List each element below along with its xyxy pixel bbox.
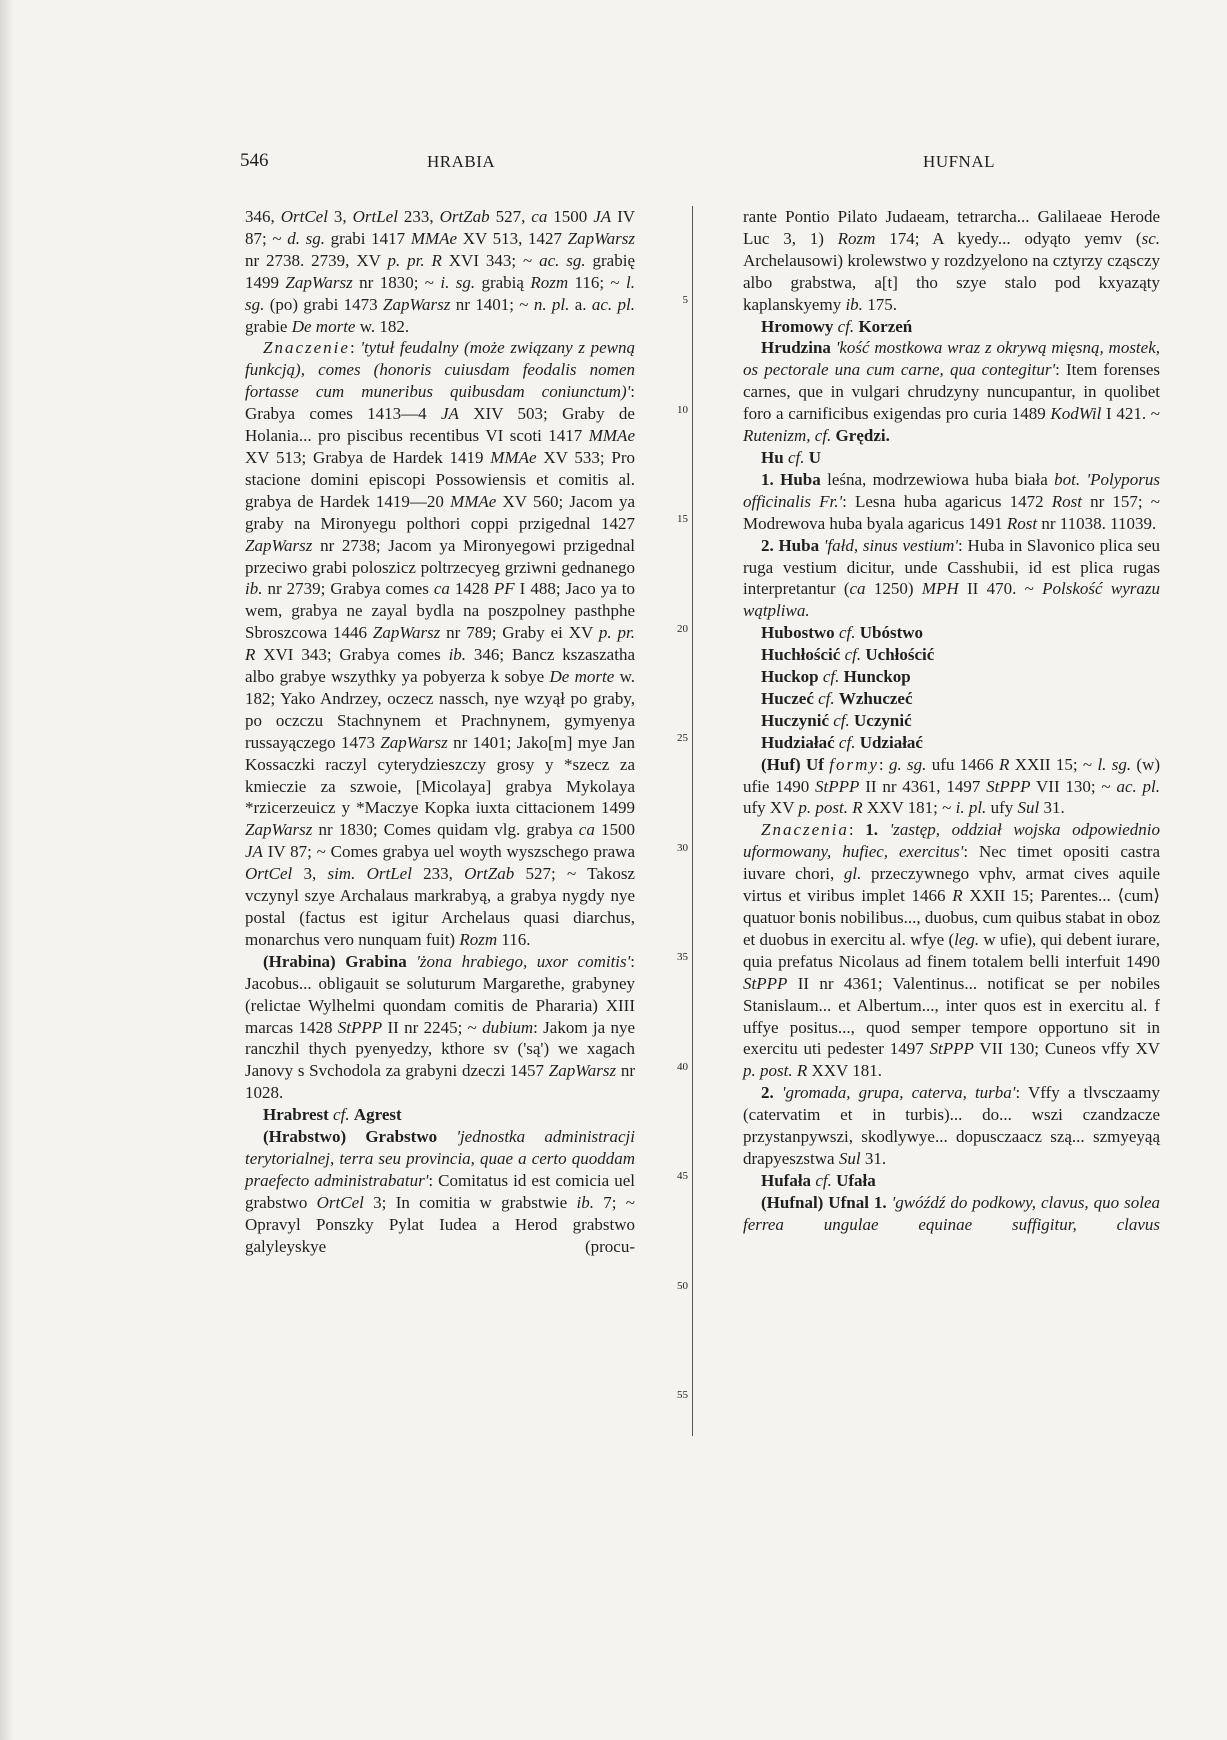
line-number-gutter bbox=[660, 206, 690, 1436]
line-number: 45 bbox=[677, 1170, 688, 1182]
entry-headword-line: Hu cf. U bbox=[761, 447, 821, 467]
line-number: 25 bbox=[677, 732, 688, 744]
line-number: 5 bbox=[682, 294, 688, 306]
entry-paragraph: (Hrabstwo) Grabstwo 'jednostka administracji terytorialnej, terra seu provincia, quae a certo quoddam praefecto administrabatur': Comitatus id est comicia uel grabstwo OrtCel 3; In comitia w grabstwie ib. 7; ~ Opravyl Ponszky Pylat Iudea a Herod grabstwo galyleyskye (procu- bbox=[245, 1127, 635, 1256]
page-number: 546 bbox=[240, 150, 269, 171]
column-divider-rule bbox=[692, 206, 693, 1436]
line-number: 15 bbox=[677, 513, 688, 525]
right-column bbox=[743, 206, 1160, 1236]
line-number: 50 bbox=[677, 1280, 688, 1292]
entry-headword-line: Hufała cf. Ufała bbox=[761, 1170, 876, 1190]
line-number: 30 bbox=[677, 842, 688, 854]
entry-headword-line: Huchłościć cf. Uchłościć bbox=[761, 645, 935, 665]
running-head-left: HRABIA bbox=[427, 152, 496, 171]
entry-paragraph: 2. Huba 'fałd, sinus vestium': Huba in Slavonico plica seu ruga vestium dicitur, unde Casshubii, id est plica rugas interpretantur (ca 1250) MPH II 470. ~ Polskość wyrazu wątpliwa. bbox=[743, 535, 1160, 621]
line-number: 10 bbox=[677, 404, 688, 416]
entry-headword-line: Hromowy cf. Korzeń bbox=[761, 316, 913, 336]
entry-headword-line: Huckop cf. Hunckop bbox=[761, 667, 911, 687]
left-column bbox=[245, 206, 635, 1258]
entry-paragraph: (Huf) Uf formy: g. sg. ufu 1466 R XXII 15; ~ l. sg. (w) ufie 1490 StPPP II nr 4361, 1497 StPPP VII 130; ~ ac. pl. ufy XV p. post. R XXV 181; ~ i. pl. ufy Sul 31. bbox=[743, 754, 1161, 818]
line-number: 20 bbox=[677, 623, 688, 635]
entry-paragraph: Hrudzina 'kość mostkowa wraz z okrywą mięsną, mostek, os pectorale una cum carne, qua contegitur': Item forenses carnes, que in vulgari chrudzyny nuncupantur, in quolibet foro a carnificibus exigendas pro curia 1489 KodWil I 421. ~ Rutenizm, cf. Grędzi. bbox=[743, 338, 1160, 446]
line-number: 55 bbox=[677, 1389, 688, 1401]
entry-paragraph: (Hrabina) Grabina 'żona hrabiego, uxor comitis': Jacobus... obligauit se soluturum Margarethe, grabyney (relictae Wylhelmi quondam comitis de Phararia) XIII marcas 1428 StPPP II nr 2245; ~ dubium: Jakom ja nye ranczhil thych pyenyedzy, kthore sv ('są') we xagach Janovy s Svchodola za grabyni dzeczi 1457 ZapWarsz nr 1028. bbox=[245, 951, 636, 1103]
entry-paragraph: 2. 'gromada, grupa, caterva, turba': Vffy a tlvsczaamy (catervatim et in turbis)... do... wszi czandzacze przystanpywszi, skodlywye... dopusczaacz szą... szmyeyąą drapyeszstwa Sul 31. bbox=[743, 1083, 1160, 1168]
entry-paragraph: Znaczenia: 1. 'zastęp, oddział wojska odpowiednio uformowany, hufiec, exercitus': Nec timet opositi castra iuvare chori, gl. przeczywnego vphv, armat cives aquile virtus et viribus implet 1466 R XXII 15; Parentes... ⟨cum⟩ quatuor bonis nobilibus..., duobus, cum quibus stabat in oboz et duobus in exercitu al. wfye (leg. w ufie), qui debent iurare, quia prefatus Nicolaus ad finem totalem belli interfuit 1490 StPPP II nr 4361; Valentinus... notificat se per nobiles Stanislaum... et Albertum..., inter quos est in exercitu al. f uffye positus..., quod semper tempore opportuno sit in exercitu uti pedester 1497 StPPP VII 130; Cuneos vffy XV p. post. R XXV 181. bbox=[743, 820, 1161, 1081]
page-header bbox=[240, 150, 995, 174]
entry-paragraph: Znaczenie: 'tytuł feudalny (może związany z pewną funkcją), comes (honoris cuiusdam feodalis nomen fortasse cum muneribus quibusdam coniunctum)': Grabya comes 1413—4 JA XIV 503; Graby de Holania... pro piscibus recentibus VI scoti 1417 MMAe XV 513; Grabya de Hardek 1419 MMAe XV 533; Pro stacione domini episcopi Possowiensis et comitis al. grabya de Hardek 1419—20 MMAe XV 560; Jacom ya graby na Mironyegu polthori coppi przigednal 1427 ZapWarsz nr 2738; Jacom ya Mironyegowi przigednal przeciwo grabi poloszicz poltrzecyeg grziwni gednanego ib. nr 2739; Grabya comes ca 1428 PF I 488; Jaco ya to wem, grabya ne zayal bydla na poszpolney pasthphe Sbroszcowa 1446 ZapWarsz nr 789; Graby ei XV p. pr. R XVI 343; Grabya comes ib. 346; Bancz kszaszatha albo grabye wszythky ya pobyerza k sobye De morte w. 182; Yako Andrzey, oczecz nassch, nye wzyął po graby, po oczczu Stachnynem et Prachnynem, gymyenya russayączego 1473 ZapWarsz nr 1401; Jako[m] mye Jan Kossaczki raczyl cyterydzieszczy grosy y *szecz za kmieczie za szwoie, [Micolaya] grabya Mykolaya *rzicerzeuicz y *Maczye Kopka iuxta cittacionem 1499 ZapWarsz nr 1830; Comes quidam vlg. grabya ca 1500 JA IV 87; ~ Comes grabya uel woyth wyszschego prawa OrtCel 3, sim. OrtLel 233, OrtZab 527; ~ Takosz vczynyl szye Archalaus markrabyą, a grabya nygdy nye postal (factus est igitur Archelaus quasi diarchus, monarchus vero nunquam fuit) Rozm 116. bbox=[245, 338, 636, 949]
entry-headword-line: Hrabrest cf. Agrest bbox=[263, 1105, 402, 1125]
entry-paragraph: 1. Huba leśna, modrzewiowa huba biała bot. 'Polyporus officinalis Fr.': Lesna huba agaricus 1472 Rost nr 157; ~ Modrewova huba byala agaricus 1491 Rost nr 11038. 11039. bbox=[743, 469, 1160, 533]
line-number: 40 bbox=[677, 1061, 688, 1073]
entry-paragraph: rante Pontio Pilato Judaeam, tetrarcha... Galilaeae Herode Luc 3, 1) Rozm 174; A kyedy... odyąto yemv (sc. Archelausowi) krolewstwo y rozdzyelono na cztyrzy cząsczy albo grabstwa, a[t] tho szye stalo pod kxyaząty kaplanskyemy ib. 175. bbox=[743, 207, 1160, 314]
running-head-right: HUFNAL bbox=[923, 152, 995, 171]
entry-headword-line: Huczeć cf. Wzhuczeć bbox=[761, 688, 913, 708]
entry-paragraph: (Hufnal) Ufnal 1. 'gwóźdź do podkowy, clavus, quo solea ferrea ungulae equinae suffigitur, clavus bbox=[743, 1192, 1161, 1234]
entry-headword-line: Hudziałać cf. Udziałać bbox=[761, 732, 923, 752]
entry-headword-line: Huczynić cf. Uczynić bbox=[761, 710, 912, 730]
entry-paragraph: 346, OrtCel 3, OrtLel 233, OrtZab 527, ca 1500 JA IV 87; ~ d. sg. grabi 1417 MMAe XV 513, 1427 ZapWarsz nr 2738. 2739, XV p. pr. R XVI 343; ~ ac. sg. grabię 1499 ZapWarsz nr 1830; ~ i. sg. grabią Rozm 116; ~ l. sg. (po) grabi 1473 ZapWarsz nr 1401; ~ n. pl. a. ac. pl. grabie De morte w. 182. bbox=[245, 207, 636, 336]
entry-headword-line: Hubostwo cf. Ubóstwo bbox=[761, 623, 924, 643]
scan-edge-shadow bbox=[0, 0, 14, 1740]
line-number: 35 bbox=[677, 951, 688, 963]
